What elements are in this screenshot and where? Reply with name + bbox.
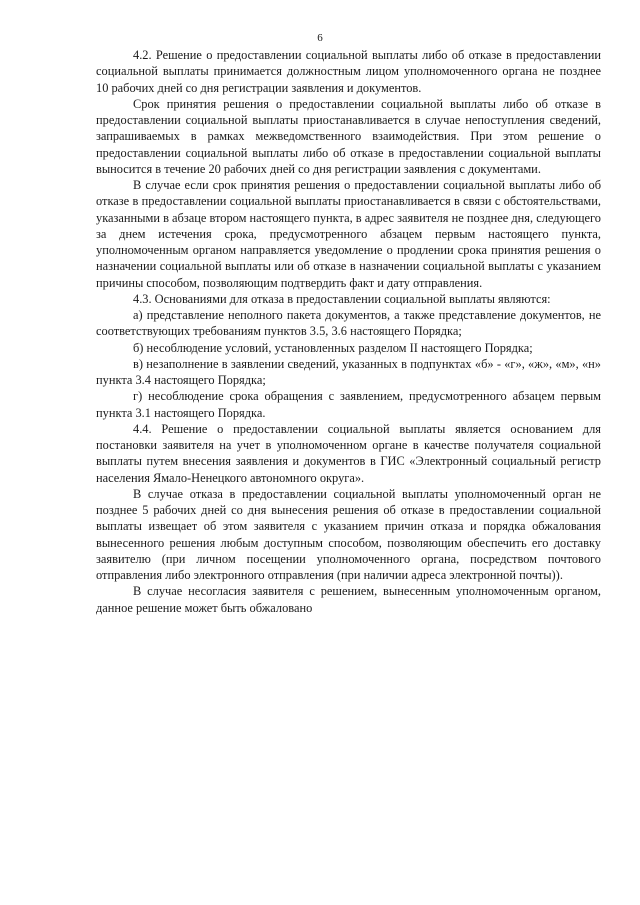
- paragraph-refusal-notice: В случае отказа в предоставлении социальной выплаты уполномоченный орган не позднее 5 рабочих дней со дня вынесения решения об отказе в предоставлении социальной выплаты извещает об этом заявителя с указанием причин отказа и порядка обжалования вынесенного решения любым доступным способом, позволяющим обеспечить его доставку заявителю (при личном посещении уполномоченного органа, посредством почтового отправления либо электронного отправления (при наличии адреса электронной почты)).: [96, 486, 601, 582]
- paragraph-4-2: 4.2. Решение о предоставлении социальной выплаты либо об отказе в предоставлении социальной выплаты принимается должностным лицом уполномоченного органа не позднее 10 рабочих дней со дня регистрации заявления и документов.: [96, 48, 601, 95]
- paragraph-extension-notice: В случае если срок принятия решения о предоставлении социальной выплаты либо об отказе в предоставлении социальной выплаты приостанавливается в связи с обстоятельствами, указанными в абзаце втором настоящего пункта, в адрес заявителя не позднее дня, следующего за днем истечения срока, предусмотренного абзацем первым настоящего пункта, уполномоченным органом направляется уведомление о продлении срока принятия решения о назначении социальной выплаты или об отказе в назначении социальной выплаты с указанием причины способом, позволяющим подтвердить факт и дату отправления.: [96, 178, 601, 290]
- paragraph-appeal: В случае несогласия заявителя с решением, вынесенным уполномоченным органом, данное решение может быть обжаловано: [96, 584, 601, 615]
- list-item-v: в) незаполнение в заявлении сведений, указанных в подпунктах «б» - «г», «ж», «м», «н» пункта 3.4 настоящего Порядка;: [96, 356, 601, 387]
- paragraph-suspension-period: Срок принятия решения о предоставлении социальной выплаты либо об отказе в предоставлении социальной выплаты приостанавливается в случае непоступления сведений, запрашиваемых в рамках межведомственного взаимодействия. При этом решение о предоставлении социальной выплаты либо об отказе в предоставлении социальной выплаты выносится в течение 20 рабочих дней со дня регистрации заявления с документами.: [96, 96, 601, 176]
- paragraph-4-4: 4.4. Решение о предоставлении социальной выплаты является основанием для постановки заявителя на учет в уполномоченном органе в качестве получателя социальной выплаты путем внесения заявления и документов в ГИС «Электронный социальный регистр населения Ямало-Ненецкого автономного округа».: [96, 421, 601, 485]
- list-item-g: г) несоблюдение срока обращения с заявлением, предусмотренного абзацем первым пункта 3.1 настоящего Порядка.: [96, 389, 601, 420]
- list-item-a: а) представление неполного пакета документов, а также представление документов, не соответствующих требованиям пунктов 3.5, 3.6 настоящего Порядка;: [96, 308, 601, 339]
- list-item-b: б) несоблюдение условий, установленных разделом II настоящего Порядка;: [133, 340, 533, 355]
- paragraph-4-3: 4.3. Основаниями для отказа в предоставлении социальной выплаты являются:: [133, 291, 551, 306]
- page-number: 6: [317, 32, 323, 44]
- document-body: [96, 47, 601, 616]
